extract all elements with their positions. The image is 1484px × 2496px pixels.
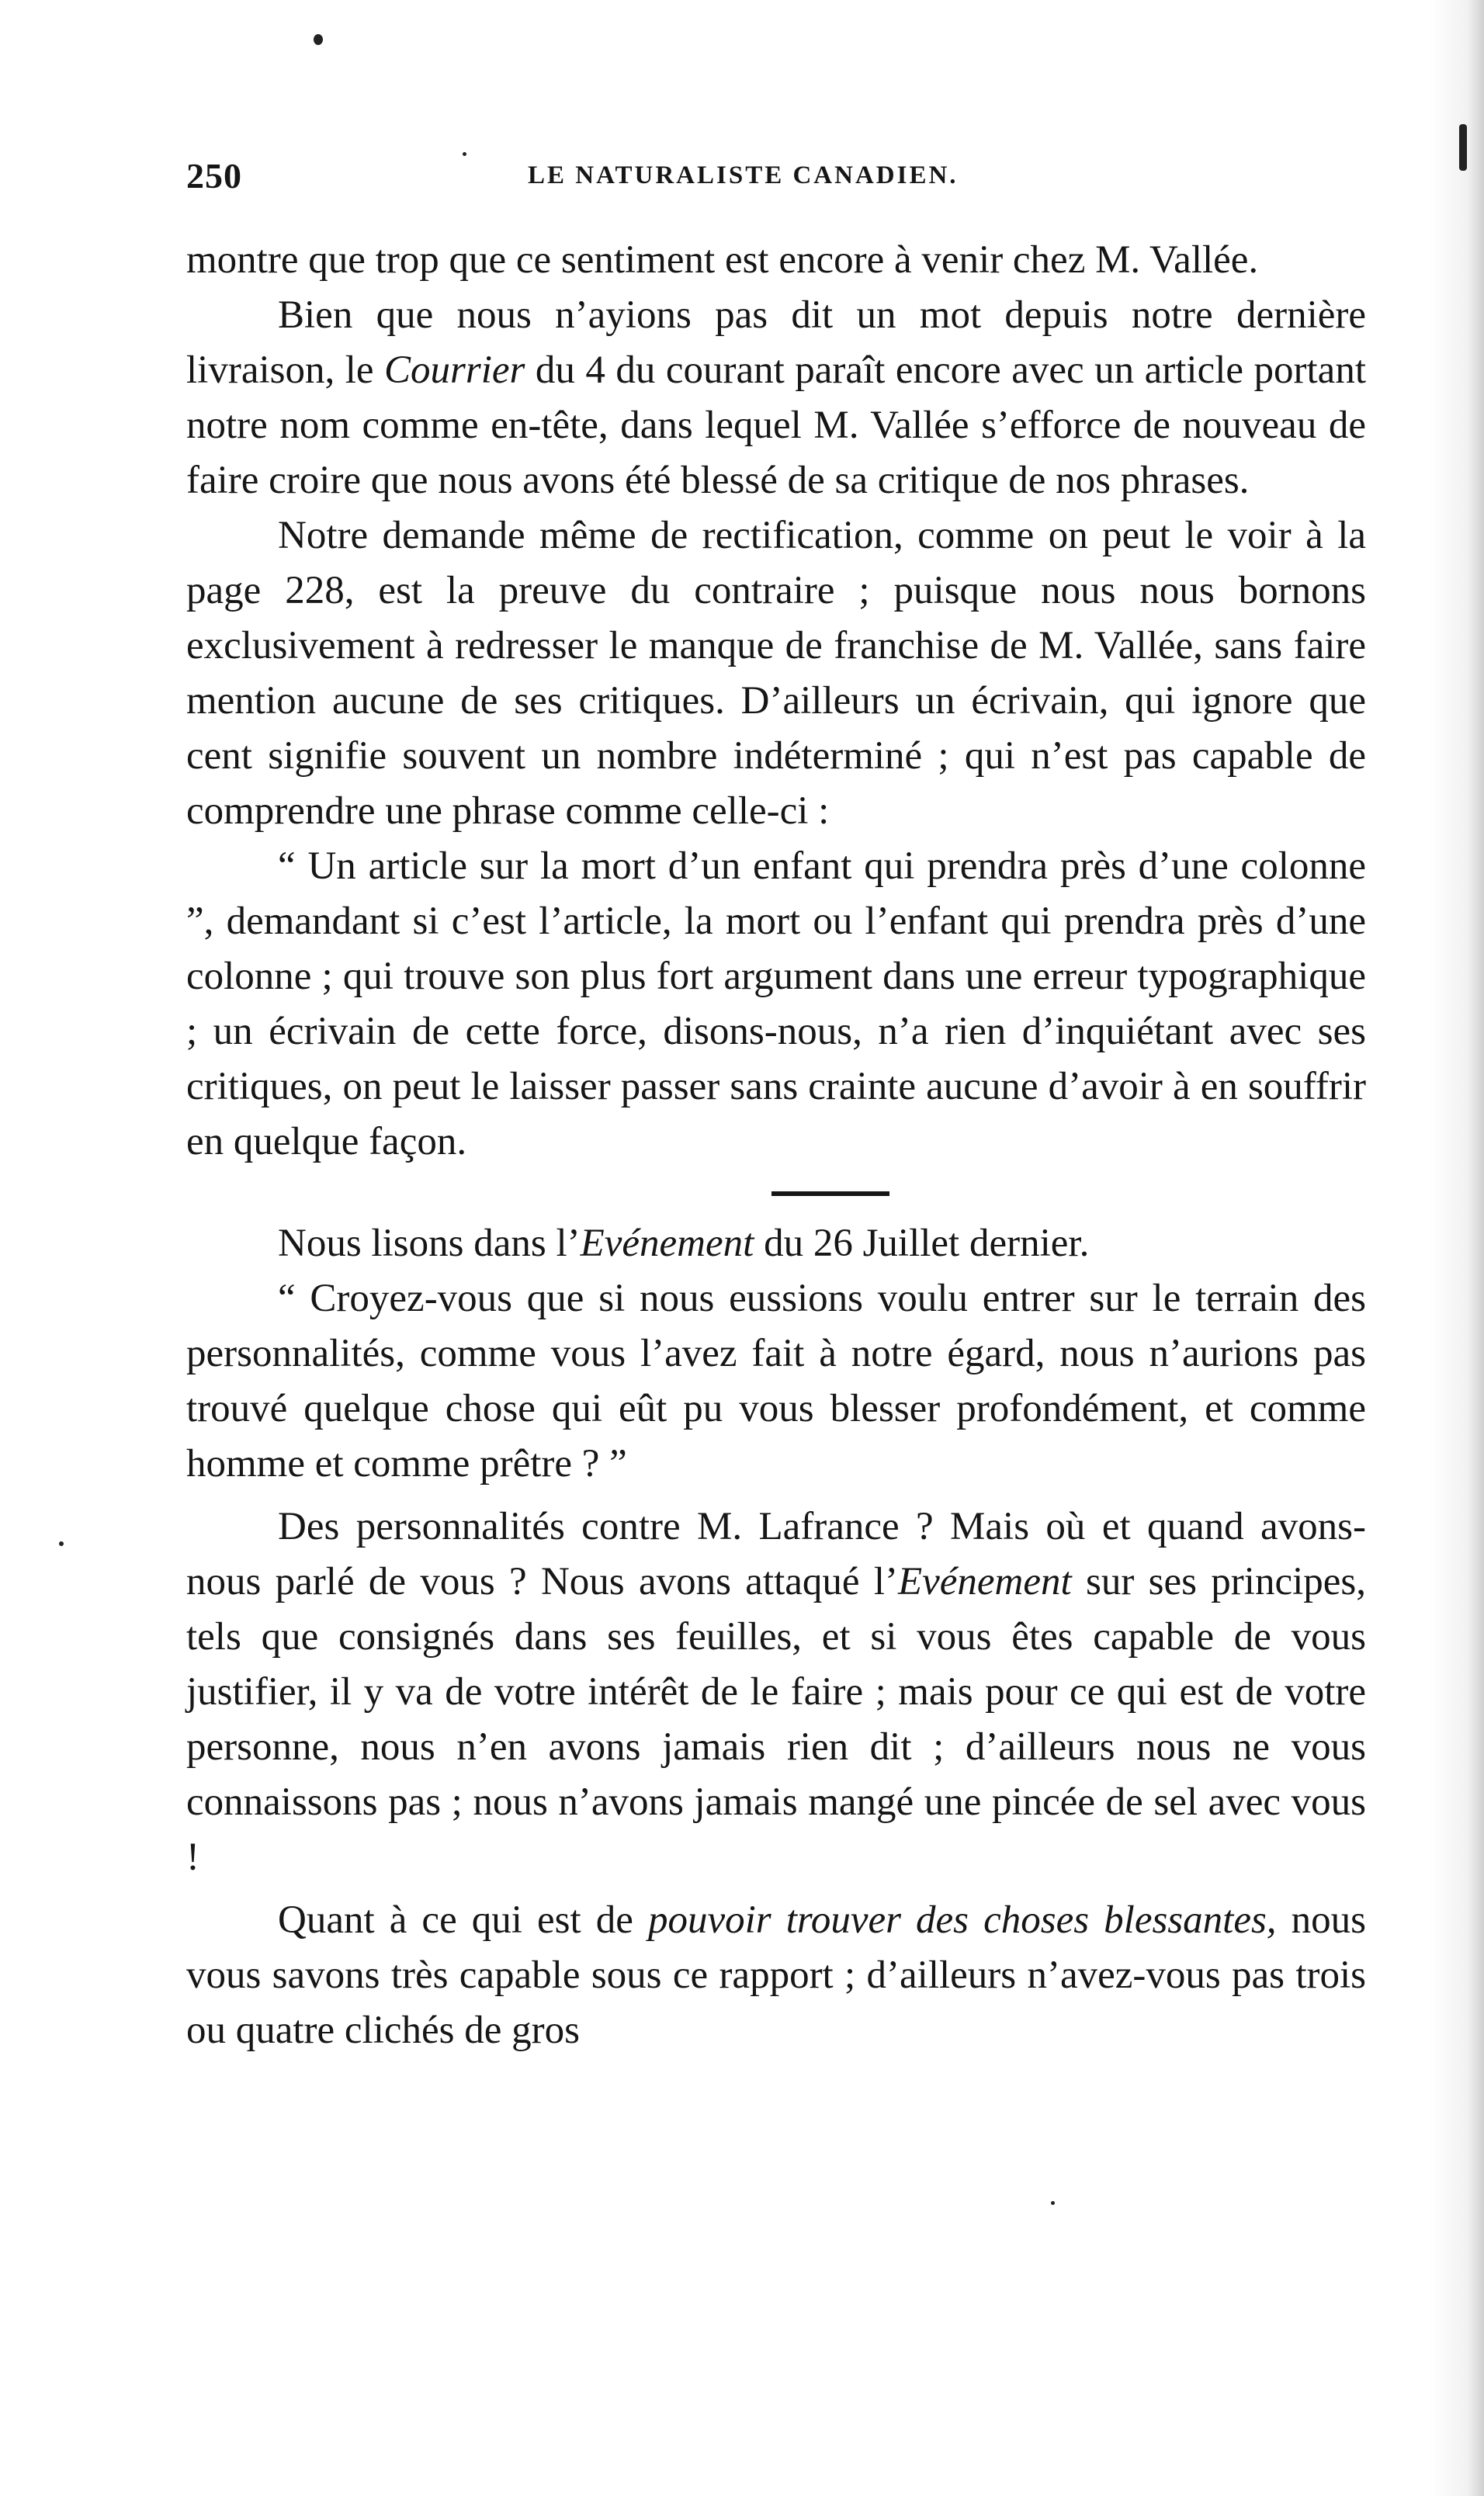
paragraph-7-text-a: Des personnalités contre M. Lafrance ? Mais où et quand avons-nous parlé de vous ? Nous avons attaqué l’: [186, 1505, 1366, 1603]
paragraph-7-text-b: sur ses principes, tels que consignés dans ses feuilles, et si vous êtes capable de vous justifier, il y va de votre intérêt de le faire ; mais pour ce qui est de votre personne, nous n’en avons jamais rien dit ; d’ailleurs nous ne vous connaissons pas ; nous n’avons jamais mangé une pincée de sel avec vous !: [186, 1560, 1366, 1879]
paragraph-3: Notre demande même de rectification, comme on peut le voir à la page 228, est la preuve du contraire ; puisque nous nous bornons exclusivement à redresser le manque de franchise de M. Vallée, sans faire mention aucune de ses critiques. D’ailleurs un écrivain, qui ignore que cent signifie souvent un nombre indéterminé ; qui n’est pas capable de comprendre une phrase comme celle-ci :: [186, 514, 1366, 833]
paragraph-4-quotation: “ Un article sur la mort d’un enfant qui prendra près d’une colonne ”, demandant si c’est l’article, la mort ou l’enfant qui prendra près d’une colonne ; qui trouve son plus fort argument dans une erreur typographique ; un écrivain de cette force, disons-nous, n’a rien d’inquiétant avec ses critiques, on peut le laisser passer sans crainte aucune d’avoir à en souffrir en quelque façon.: [186, 844, 1366, 1163]
paragraph-8: [186, 1893, 1366, 2058]
paragraph-8-italic: pouvoir trouver des choses blessantes,: [647, 1898, 1277, 1942]
paragraph-7: [186, 1499, 1366, 1885]
ink-speck: [1459, 124, 1467, 171]
page-body: [186, 233, 1366, 2058]
paragraph-6-quotation: “ Croyez-vous que si nous eussions voulu entrer sur le terrain des personnalités, comme vous l’avez fait à notre égard, nous n’aurions pas trouvé quelque chose qui eût pu vous blesser profondément, et comme homme et comme prêtre ? ”: [186, 1277, 1366, 1485]
scan-shadow-edge: [1430, 0, 1484, 2496]
running-title: LE NATURALISTE CANADIEN.: [528, 161, 959, 189]
section-divider-rule: [771, 1191, 889, 1196]
paragraph-5-italic: Evénement: [580, 1222, 754, 1265]
ink-speck: [1051, 2201, 1055, 2205]
paragraph-1: montre que trop que ce sentiment est encore à venir chez M. Vallée.: [186, 238, 1259, 282]
paragraph-7-italic: Evénement: [897, 1560, 1072, 1603]
paragraph-2-text-b: du 4 du courant paraît encore avec un article portant notre nom comme en-tête, dans lequel M. Vallée s’efforce de nouveau de faire croire que nous avons été blessé de sa critique de nos phrases.: [186, 348, 1366, 502]
paragraph-5-text-b: du 26 Juillet dernier.: [754, 1222, 1090, 1265]
ink-speck: [314, 34, 323, 45]
paragraph-8-text-a: Quant à ce qui est de: [278, 1898, 648, 1942]
paragraph-2-text-a: Bien que nous n’ayions pas dit un mot depuis notre dernière livraison, le: [186, 293, 1366, 392]
page-number: 250: [186, 156, 242, 196]
paragraph-5-text-a: Nous lisons dans l’: [278, 1222, 581, 1265]
paragraph-2: [186, 288, 1366, 508]
paragraph-2-italic: Courrier: [384, 348, 525, 392]
paragraph-5: [186, 1216, 1366, 1271]
page-header: [186, 155, 1382, 210]
ink-speck: [59, 1541, 64, 1546]
paragraph-8-text-b: nous vous savons très capable sous ce rapport ; d’ailleurs n’avez-vous pas trois ou quatre clichés de gros: [186, 1898, 1366, 2052]
